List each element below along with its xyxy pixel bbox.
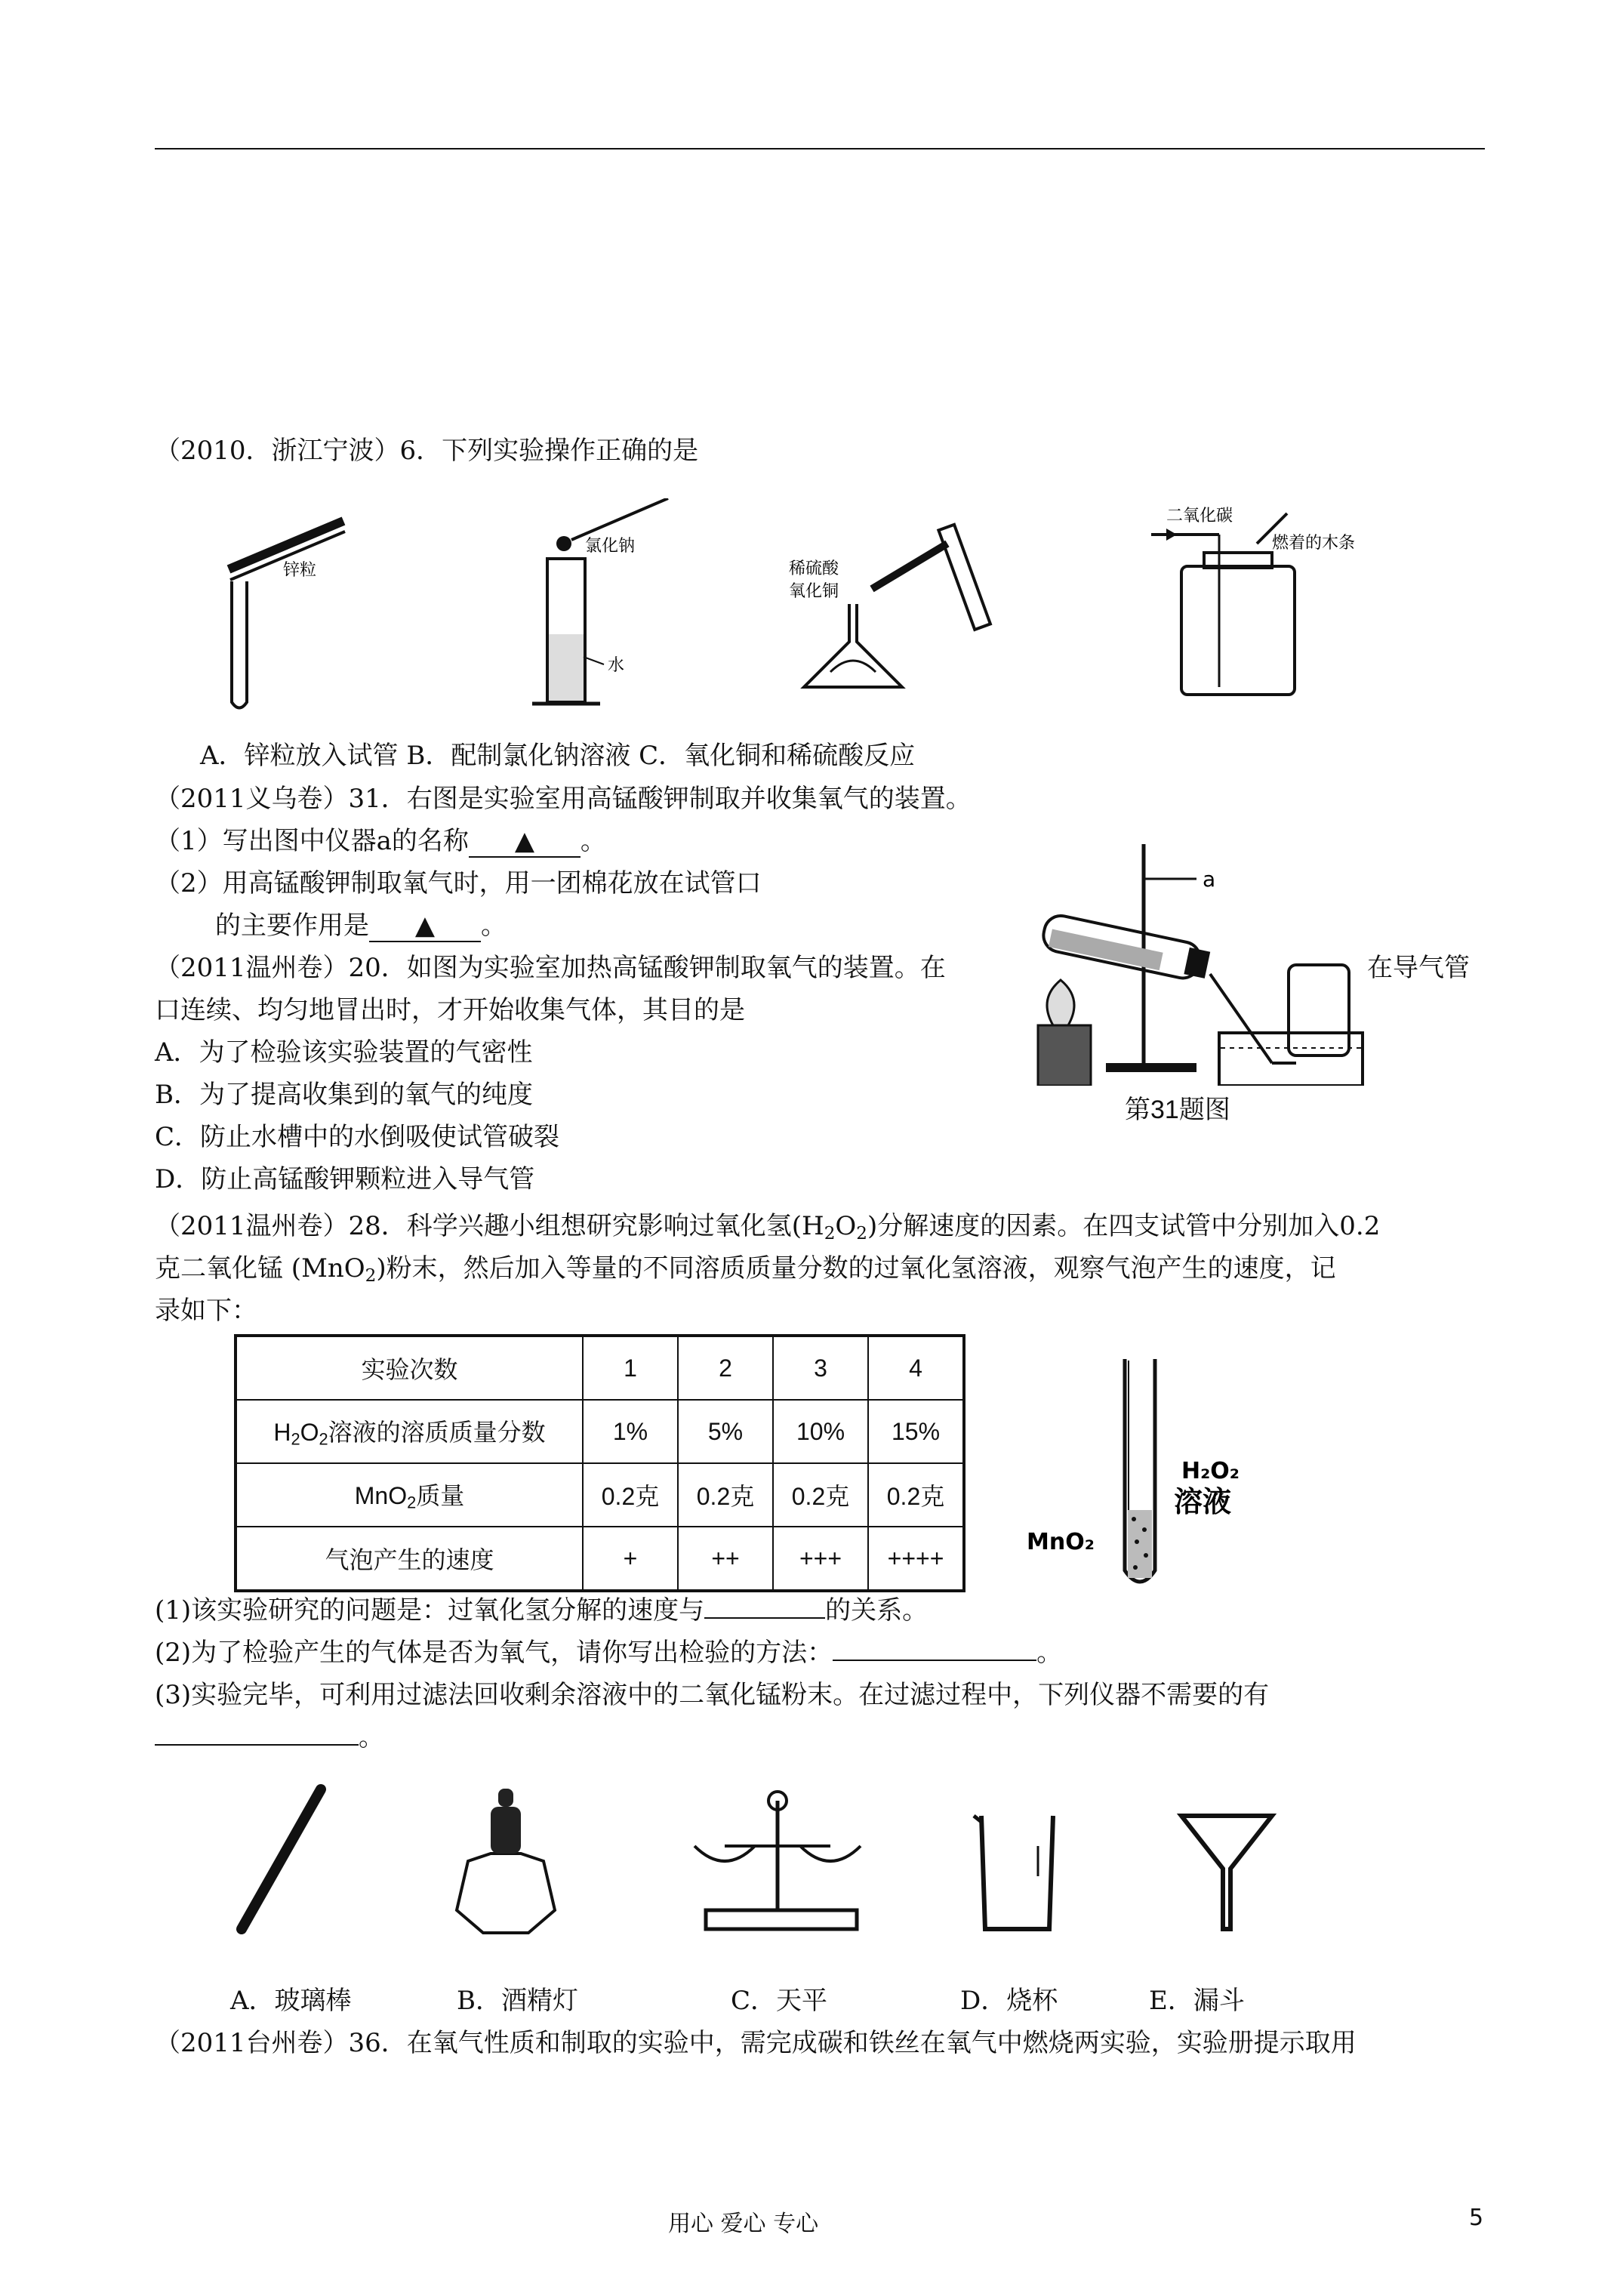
- svg-text:二氧化碳: 二氧化碳: [1166, 507, 1233, 525]
- table-cell: 0.2克: [583, 1463, 678, 1527]
- svg-text:氧化铜: 氧化铜: [789, 582, 839, 601]
- svg-text:氯化钠: 氯化钠: [585, 537, 636, 556]
- svg-text:燃着的木条: 燃着的木条: [1272, 534, 1356, 553]
- glass-rod-icon: [242, 1789, 321, 1929]
- q31-answer-blank-1[interactable]: ▲: [469, 826, 581, 858]
- svg-text:稀硫酸: 稀硫酸: [789, 559, 839, 578]
- table-cell: $H_2O_2$溶液的溶质质量分数: [236, 1400, 583, 1463]
- svg-text:水: 水: [608, 656, 625, 675]
- svg-text:MnO₂: MnO₂: [1027, 1529, 1095, 1555]
- figure-zinc-test-tube: [229, 521, 345, 708]
- alcohol-lamp-icon: [457, 1789, 555, 1933]
- header-rule: [155, 148, 1485, 149]
- beaker-icon: [974, 1816, 1053, 1929]
- q31-sub2-line2: 的主要作用是 ▲ 。: [215, 911, 507, 941]
- q20-line2: 口连续、均匀地冒出时，才开始收集气体，其目的是: [155, 995, 745, 1025]
- instrument-label-c: C．天平: [731, 1986, 828, 2016]
- table-cell: 0.2克: [868, 1463, 964, 1527]
- q28-answer-blank-2[interactable]: [833, 1660, 1036, 1661]
- svg-text:a: a: [1203, 867, 1216, 892]
- page-number: 5: [1469, 2205, 1484, 2231]
- q28-instruments-figure: [219, 1778, 1306, 1937]
- table-cell: 实验次数: [236, 1336, 583, 1400]
- table-cell: +: [583, 1527, 678, 1591]
- q31-sub2-line1: （2）用高锰酸钾制取氧气时，用一团棉花放在试管口: [155, 868, 762, 898]
- q28-sub1: (1)该实验研究的问题是：过氧化氢分解的速度与 的关系。: [155, 1595, 929, 1626]
- footer-slogan: 用心 爱心 专心: [668, 2211, 819, 2237]
- svg-text:H₂O₂: H₂O₂: [1181, 1458, 1240, 1484]
- table-cell: 1: [583, 1336, 678, 1400]
- table-cell: ++: [678, 1527, 773, 1591]
- q31-apparatus-figure: [1015, 837, 1370, 1086]
- table-cell: 2: [678, 1336, 773, 1400]
- svg-text:溶液: 溶液: [1174, 1485, 1232, 1518]
- balance-icon: [694, 1792, 861, 1929]
- q28-test-tube-figure: [1027, 1344, 1268, 1601]
- q28-sub3-answer: 。: [155, 1722, 384, 1752]
- q28-data-table: [234, 1334, 965, 1592]
- q28-answer-blank-1[interactable]: [704, 1617, 825, 1619]
- q28-sub2: (2)为了检验产生的气体是否为氧气，请你写出检验的方法： 。: [155, 1638, 1063, 1668]
- table-cell: 0.2克: [678, 1463, 773, 1527]
- figure-co2-bottle: [1151, 507, 1355, 695]
- q28-answer-blank-3[interactable]: [155, 1744, 359, 1746]
- q31-title: （2011义乌卷）31．右图是实验室用高锰酸钾制取并收集氧气的装置。: [155, 784, 972, 814]
- q36-line: （2011台州卷）36．在氧气性质和制取的实验中，需完成碳和铁丝在氧气中燃烧两实验，实验册提示取用: [155, 2028, 1357, 2058]
- table-cell: MnO$_2$质量: [236, 1463, 583, 1527]
- figure-cuo-acid-flask: [789, 525, 990, 687]
- instrument-label-e: E．漏斗: [1149, 1986, 1245, 2016]
- instrument-label-a: A．玻璃棒: [230, 1986, 352, 2016]
- svg-text:锌粒: 锌粒: [283, 561, 317, 580]
- q31-figure-caption: 第31题图: [1125, 1096, 1230, 1124]
- table-cell: 10%: [773, 1400, 868, 1463]
- q20-option-a[interactable]: A．为了检验该实验装置的气密性: [155, 1037, 533, 1068]
- table-row-header: [236, 1336, 964, 1400]
- q6-options: A．锌粒放入试管 B．配制氯化钠溶液 C．氧化铜和稀硫酸反应: [200, 741, 916, 771]
- figure-nacl-cylinder: [532, 498, 668, 704]
- table-cell: 5%: [678, 1400, 773, 1463]
- q20-line1: （2011温州卷）20．如图为实验室加热高锰酸钾制取氧气的装置。在: [155, 953, 946, 983]
- table-row-concentration: [236, 1400, 964, 1463]
- instrument-label-d: D．烧杯: [960, 1986, 1058, 2016]
- funnel-icon: [1181, 1816, 1272, 1929]
- q20-option-d[interactable]: D．防止高锰酸钾颗粒进入导气管: [155, 1164, 535, 1194]
- table-cell: 气泡产生的速度: [236, 1527, 583, 1591]
- q28-intro-line1: （2011温州卷）28．科学兴趣小组想研究影响过氧化氢$(H_2O_2)$分解速度的因素。在四支试管中分别加入0.2: [155, 1211, 1381, 1244]
- instrument-label-b: B．酒精灯: [457, 1986, 578, 2016]
- table-cell: 0.2克: [773, 1463, 868, 1527]
- q28-intro-line3: 录如下：: [155, 1296, 257, 1326]
- q20-line1-right: 在导气管: [1367, 953, 1470, 983]
- q6-title: （2010．浙江宁波）6．下列实验操作正确的是: [155, 436, 699, 466]
- q28-intro-line2: 克二氧化锰 (MnO$_2$)粉末，然后加入等量的不同溶质质量分数的过氧化氢溶液，观察气泡产生的速度，记: [155, 1253, 1336, 1286]
- table-row-bubbles: [236, 1527, 964, 1591]
- q31-answer-blank-2[interactable]: ▲: [369, 911, 481, 942]
- table-cell: 15%: [868, 1400, 964, 1463]
- q20-option-c[interactable]: C．防止水槽中的水倒吸使试管破裂: [155, 1122, 560, 1152]
- q20-option-b[interactable]: B．为了提高收集到的氧气的纯度: [155, 1080, 533, 1110]
- table-cell: 3: [773, 1336, 868, 1400]
- q28-sub3: (3)实验完毕，可利用过滤法回收剩余溶液中的二氧化锰粉末。在过滤过程中，下列仪器不需要的有: [155, 1680, 1270, 1710]
- table-row-mno2: [236, 1463, 964, 1527]
- table-cell: 4: [868, 1336, 964, 1400]
- q31-sub1: （1）写出图中仪器a的名称 ▲ 。: [155, 826, 606, 856]
- q6-figures: [215, 498, 1408, 710]
- table-cell: 1%: [583, 1400, 678, 1463]
- table-cell: ++++: [868, 1527, 964, 1591]
- table-cell: +++: [773, 1527, 868, 1591]
